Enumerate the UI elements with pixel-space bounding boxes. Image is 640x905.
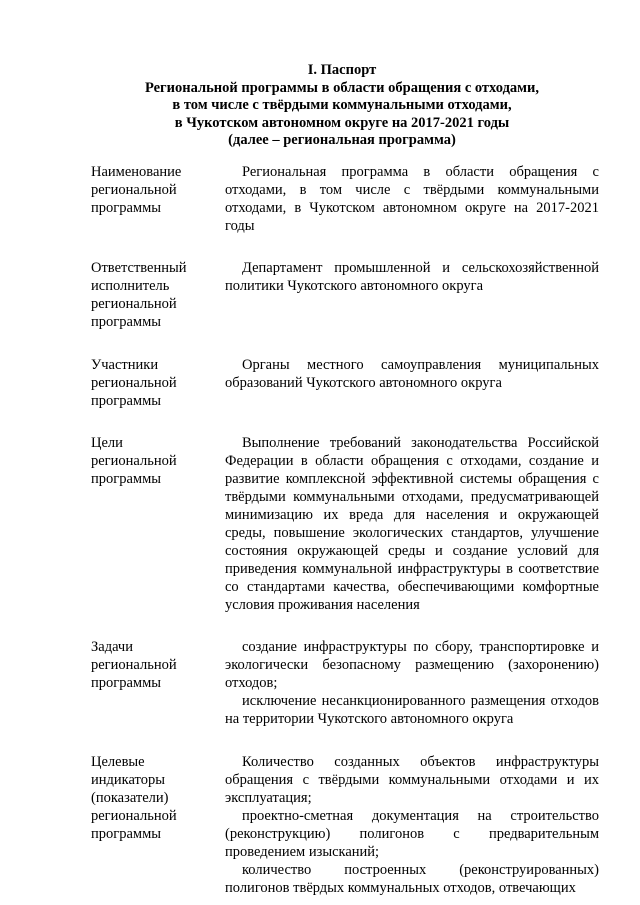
label-line: Целевые bbox=[91, 754, 145, 770]
row-label bbox=[91, 259, 212, 331]
value-paragraph: проектно-сметная документация на строительство (реконструкцию) полигонов с предварительным проведением изысканий; bbox=[225, 808, 599, 860]
row-label bbox=[91, 356, 212, 410]
label-line: Задачи bbox=[91, 639, 133, 655]
label-line: региональной bbox=[91, 375, 177, 391]
label-line: (показатели) bbox=[91, 790, 169, 806]
row-label bbox=[91, 638, 212, 692]
label-line: региональной bbox=[91, 182, 177, 198]
label-line: региональной bbox=[91, 657, 177, 673]
label-line: программы bbox=[91, 314, 161, 330]
label-line: программы bbox=[91, 471, 161, 487]
passport-table bbox=[91, 163, 599, 897]
passport-row-name bbox=[91, 163, 599, 235]
passport-row-tasks bbox=[91, 638, 599, 728]
label-line: Наименование bbox=[91, 164, 182, 180]
label-line: региональной bbox=[91, 296, 177, 312]
label-line: программы bbox=[91, 393, 161, 409]
title-line: в Чукотском автономном округе на 2017-2021 годы bbox=[174, 114, 510, 131]
label-line: индикаторы bbox=[91, 772, 165, 788]
label-line: Цели bbox=[91, 435, 123, 451]
row-label bbox=[91, 434, 212, 488]
passport-row-indicators bbox=[91, 753, 599, 897]
value-paragraph: Региональная программа в области обращения с отходами, в том числе с твёрдыми коммунальными отходами, в Чукотском автономном округе на 2017-2021 годы bbox=[225, 164, 599, 234]
label-line: региональной bbox=[91, 808, 177, 824]
value-paragraph: создание инфраструктуры по сбору, транспортировке и экологически безопасному размещению (захоронению) отходов; bbox=[225, 639, 599, 691]
title-line: I. Паспорт bbox=[307, 62, 377, 78]
row-value bbox=[225, 753, 599, 897]
value-paragraph: Органы местного самоуправления муниципальных образований Чукотского автономного округа bbox=[225, 357, 599, 391]
label-line: программы bbox=[91, 826, 161, 842]
row-value bbox=[225, 163, 599, 235]
label-line: программы bbox=[91, 200, 161, 216]
row-value bbox=[225, 259, 599, 295]
value-paragraph: исключение несанкционированного размещения отходов на территории Чукотского автономного округа bbox=[225, 693, 599, 727]
value-paragraph: Количество созданных объектов инфраструктуры обращения с твёрдыми коммунальными отходами и их эксплуатация; bbox=[225, 754, 599, 806]
label-line: исполнитель bbox=[91, 278, 170, 294]
row-value bbox=[225, 356, 599, 392]
title-line: Региональной программы в области обращения с отходами, bbox=[144, 79, 540, 96]
value-paragraph: количество построенных (реконструированных) полигонов твёрдых коммунальных отходов, отвечающих bbox=[225, 862, 599, 896]
row-label bbox=[91, 163, 212, 217]
label-line: Ответственный bbox=[91, 260, 187, 276]
passport-row-goals bbox=[91, 434, 599, 614]
passport-row-executor bbox=[91, 259, 599, 331]
passport-row-participants bbox=[91, 356, 599, 410]
row-value bbox=[225, 638, 599, 728]
value-paragraph: Выполнение требований законодательства Российской Федерации в области обращения с отходами, создание и развитие комплексной эффективной системы обращения с твёрдыми коммунальными отходами, предусматривающей минимизацию их вреда для населения и окружающей среды, повышение экологических стандартов, улучшение состояния окружающей среды и создание условий для приведения коммунальной инфраструктуры в соответствие со стандартами качества, обеспечивающими комфортные условия проживания населения bbox=[225, 435, 599, 613]
label-line: региональной bbox=[91, 453, 177, 469]
label-line: Участники bbox=[91, 357, 159, 373]
title-line: в том числе с твёрдыми коммунальными отходами, bbox=[172, 97, 512, 113]
passport-title bbox=[60, 62, 624, 150]
label-line: программы bbox=[91, 675, 161, 691]
value-paragraph: Департамент промышленной и сельскохозяйственной политики Чукотского автономного округа bbox=[225, 260, 599, 294]
row-label bbox=[91, 753, 212, 843]
title-line: (далее – региональная программа) bbox=[228, 132, 456, 148]
row-value bbox=[225, 434, 599, 614]
